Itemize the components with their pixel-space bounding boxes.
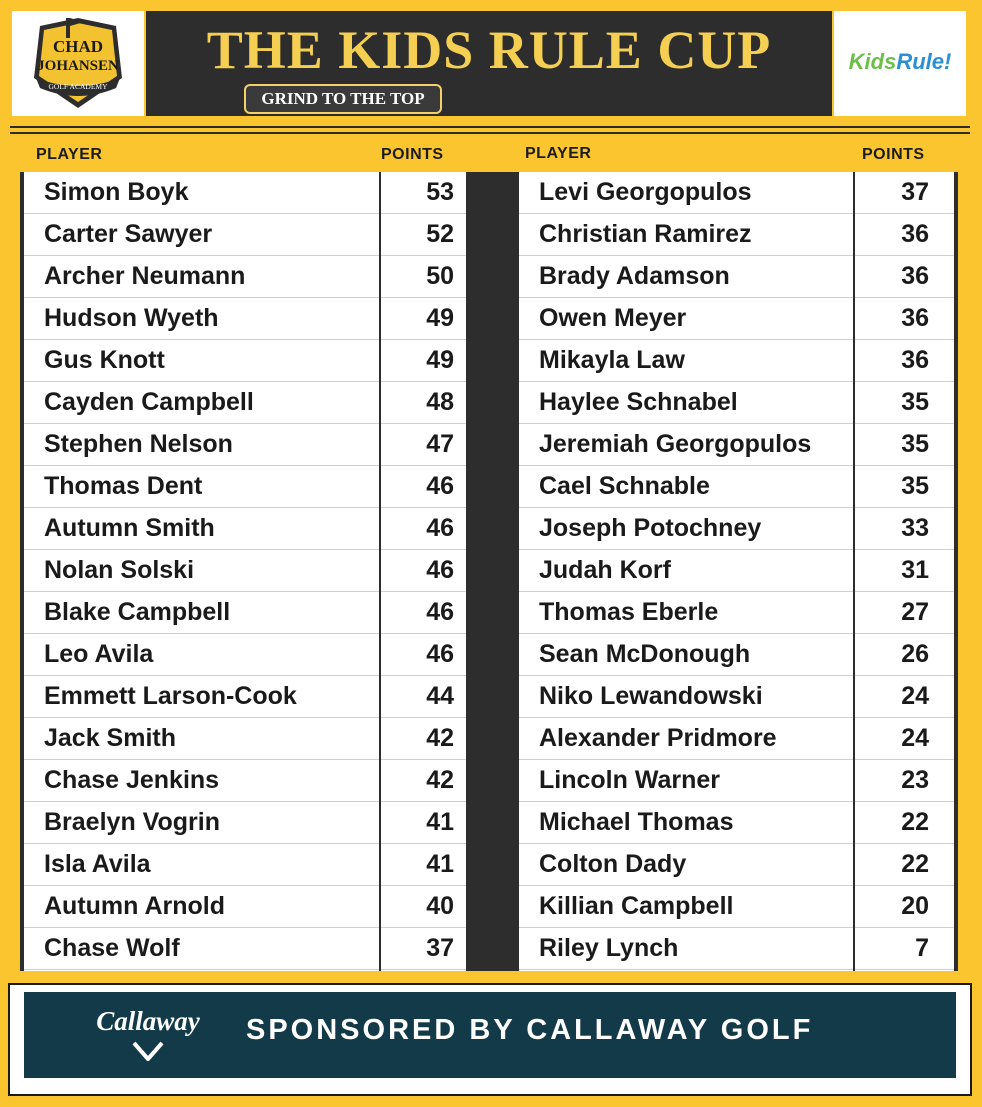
player-name: Stephen Nelson	[44, 430, 233, 458]
player-name: Lincoln Warner	[539, 766, 721, 794]
player-name: Thomas Dent	[44, 472, 203, 500]
logo-line-3: GOLF ACADEMY	[48, 81, 108, 91]
player-name: Autumn Arnold	[44, 892, 225, 920]
player-points: 46	[426, 514, 454, 542]
player-name: Haylee Schnabel	[539, 388, 738, 416]
player-points: 31	[901, 556, 929, 584]
player-name: Nolan Solski	[44, 556, 195, 584]
table-row	[24, 256, 466, 298]
table-row	[519, 298, 954, 340]
table-row	[519, 676, 954, 718]
player-points: 48	[426, 388, 454, 416]
table-row	[519, 718, 954, 760]
callaway-wordmark: Callaway	[96, 1006, 200, 1036]
academy-badge-icon	[18, 16, 138, 112]
header-divider-2	[10, 132, 970, 134]
table-row	[519, 928, 954, 970]
player-points: 46	[426, 598, 454, 626]
table-row	[519, 802, 954, 844]
player-name: Chase Wolf	[44, 934, 180, 962]
player-points: 52	[426, 220, 454, 248]
player-points: 44	[426, 682, 454, 710]
player-name: Gus Knott	[44, 346, 165, 374]
player-points: 20	[901, 892, 929, 920]
table-row	[519, 466, 954, 508]
player-points: 35	[901, 388, 929, 416]
table-row	[519, 172, 954, 214]
player-points: 36	[901, 304, 929, 332]
player-name: Judah Korf	[539, 556, 671, 584]
player-name: Michael Thomas	[539, 808, 734, 836]
table-row	[24, 550, 466, 592]
player-name: Blake Campbell	[44, 598, 231, 626]
table-row	[24, 802, 466, 844]
table-row	[24, 382, 466, 424]
player-name: Levi Georgopulos	[539, 178, 752, 206]
player-name: Jack Smith	[44, 724, 177, 752]
player-points: 41	[426, 808, 454, 836]
table-row	[519, 214, 954, 256]
table-row	[519, 760, 954, 802]
player-points: 40	[426, 892, 454, 920]
player-points: 46	[426, 640, 454, 668]
page-title: THE KIDS RULE CUP	[206, 20, 772, 80]
page-subtitle: GRIND TO THE TOP	[244, 84, 442, 114]
right-points-header: POINTS	[862, 146, 925, 163]
player-name: Sean McDonough	[539, 640, 751, 668]
player-name: Cayden Campbell	[44, 388, 254, 416]
table-row	[24, 760, 466, 802]
player-points: 22	[901, 850, 929, 878]
player-name: Jeremiah Georgopulos	[539, 430, 812, 458]
table-row	[24, 886, 466, 928]
player-name: Riley Lynch	[539, 934, 679, 962]
left-points-header: POINTS	[381, 146, 444, 163]
left-column-divider	[379, 172, 381, 971]
player-points: 27	[901, 598, 929, 626]
player-points: 37	[426, 934, 454, 962]
logo-line-2: JOHANSEN	[37, 57, 119, 74]
academy-logo	[12, 11, 144, 116]
right-column-divider	[853, 172, 855, 971]
kids-rule-logo	[834, 11, 966, 116]
right-player-header: PLAYER	[525, 145, 592, 162]
player-points: 36	[901, 262, 929, 290]
logo-line-1: CHAD	[52, 36, 104, 56]
player-name: Leo Avila	[44, 640, 154, 668]
player-points: 35	[901, 430, 929, 458]
player-points: 49	[426, 304, 454, 332]
table-row	[24, 214, 466, 256]
table-row	[519, 634, 954, 676]
player-name: Brady Adamson	[539, 262, 730, 290]
right-panel	[519, 172, 954, 971]
player-name: Emmett Larson-Cook	[44, 682, 297, 710]
callaway-logo	[86, 1006, 210, 1072]
player-points: 36	[901, 346, 929, 374]
table-row	[24, 676, 466, 718]
player-name: Cael Schnable	[539, 472, 710, 500]
table-row	[519, 550, 954, 592]
header-divider-1	[10, 126, 970, 128]
table-row	[519, 592, 954, 634]
player-points: 26	[901, 640, 929, 668]
player-name: Autumn Smith	[44, 514, 215, 542]
table-row	[24, 466, 466, 508]
player-points: 41	[426, 850, 454, 878]
player-name: Niko Lewandowski	[539, 682, 763, 710]
player-points: 46	[426, 472, 454, 500]
player-name: Owen Meyer	[539, 304, 687, 332]
table-row	[519, 256, 954, 298]
player-name: Carter Sawyer	[44, 220, 213, 248]
table-row	[24, 928, 466, 970]
player-points: 24	[901, 682, 929, 710]
player-name: Hudson Wyeth	[44, 304, 219, 332]
player-name: Isla Avila	[44, 850, 151, 878]
player-points: 47	[426, 430, 454, 458]
player-name: Alexander Pridmore	[539, 724, 777, 752]
player-points: 50	[426, 262, 454, 290]
player-points: 37	[901, 178, 929, 206]
player-name: Mikayla Law	[539, 346, 685, 374]
table-row	[519, 424, 954, 466]
table-row	[24, 340, 466, 382]
player-name: Braelyn Vogrin	[44, 808, 220, 836]
left-player-header: PLAYER	[36, 146, 103, 163]
player-points: 35	[901, 472, 929, 500]
player-name: Colton Dady	[539, 850, 687, 878]
player-name: Archer Neumann	[44, 262, 246, 290]
table-row	[24, 298, 466, 340]
table-row	[24, 508, 466, 550]
sponsor-text: SPONSORED BY CALLAWAY GOLF	[246, 1014, 814, 1046]
table-row	[24, 172, 466, 214]
kids-rule-logo-part1: Kids	[848, 49, 897, 74]
player-name: Christian Ramirez	[539, 220, 752, 248]
player-points: 46	[426, 556, 454, 584]
player-points: 53	[426, 178, 454, 206]
player-points: 42	[426, 766, 454, 794]
table-row	[519, 508, 954, 550]
player-points: 7	[915, 934, 929, 962]
player-name: Killian Campbell	[539, 892, 734, 920]
left-panel	[24, 172, 466, 971]
player-name: Simon Boyk	[44, 178, 189, 206]
player-points: 24	[901, 724, 929, 752]
table-row	[24, 844, 466, 886]
player-points: 36	[901, 220, 929, 248]
chevron-down-icon	[128, 1037, 168, 1065]
table-row	[24, 718, 466, 760]
table-row	[519, 886, 954, 928]
kids-rule-logo-part2: Rule!	[896, 49, 952, 74]
player-points: 42	[426, 724, 454, 752]
player-points: 49	[426, 346, 454, 374]
table-row	[24, 634, 466, 676]
player-points: 33	[901, 514, 929, 542]
table-row	[519, 340, 954, 382]
player-name: Thomas Eberle	[539, 598, 719, 626]
player-name: Chase Jenkins	[44, 766, 220, 794]
table-row	[24, 592, 466, 634]
table-row	[519, 844, 954, 886]
player-name: Joseph Potochney	[539, 514, 762, 542]
player-points: 22	[901, 808, 929, 836]
player-points: 23	[901, 766, 929, 794]
table-row	[24, 424, 466, 466]
table-row	[519, 382, 954, 424]
